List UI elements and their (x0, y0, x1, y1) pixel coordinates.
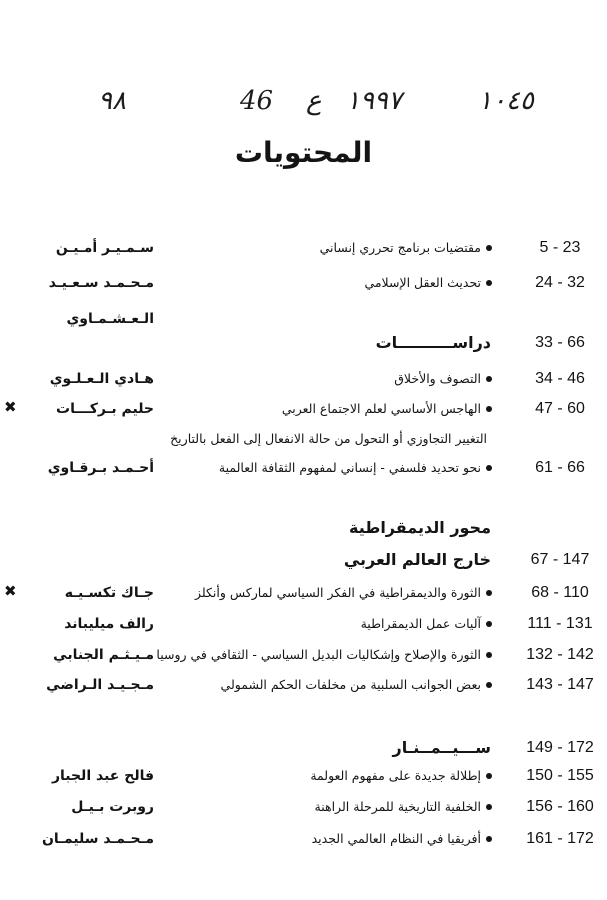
page-range: 156 - 160 (526, 798, 594, 815)
entry-title: الثورة والإصلاح وإشكاليات البديل السياسي - الثقافي في روسيا (156, 647, 481, 662)
section-title: محور الديمقراطية (349, 518, 491, 537)
page-range: 68 - 110 (531, 584, 589, 601)
author-name: فالح عبد الجبار (51, 768, 154, 784)
section-heading (0, 545, 607, 575)
entry-title: أفريقيا في النظام العالمي الجديد (311, 831, 481, 846)
author-name: حليم بـركـــات (56, 401, 154, 417)
toc-row (0, 268, 607, 298)
bullet-icon (486, 406, 492, 412)
toc-row (0, 824, 607, 854)
bullet-icon (486, 836, 492, 842)
author-name: أحـمـد بـرقـاوي (47, 460, 154, 476)
bullet-icon (486, 245, 492, 251)
bullet-icon (486, 590, 492, 596)
entry-title: تحديث العقل الإسلامي (364, 275, 481, 290)
entry-title: آليات عمل الديمقراطية (360, 616, 481, 631)
entry-title: الخلفية التاريخية للمرحلة الراهنة (314, 799, 481, 814)
author-name: جـاك تكسـيـه (64, 585, 154, 601)
toc-row (0, 453, 607, 483)
entry-title: إطلالة جديدة على مفهوم العولمة (310, 768, 481, 783)
toc-row (0, 640, 607, 670)
page-range: 33 - 66 (535, 334, 585, 351)
toc-row (0, 233, 607, 263)
bullet-icon (486, 773, 492, 779)
toc-row (0, 609, 607, 639)
bullet-icon (486, 621, 492, 627)
page-title: المحتويات (234, 136, 373, 169)
section-heading (0, 513, 607, 543)
author-name: مـجـيـد الـراضي (46, 677, 154, 693)
page-range: 47 - 60 (535, 400, 585, 417)
page-range: 143 - 147 (526, 676, 594, 693)
handwritten-number-1045: ١٠٤٥ (478, 86, 534, 116)
bullet-icon (486, 682, 492, 688)
handwritten-number-98: ٩٨ (98, 86, 126, 116)
bullet-icon (486, 804, 492, 810)
page-range: 24 - 32 (535, 274, 585, 291)
author-name: سـمـيـر أمـيـن (55, 240, 154, 256)
page-range: 161 - 172 (526, 830, 594, 847)
author-name: هـادي الـعـلـوي (49, 371, 154, 387)
author-name: مـيـثـم الجنابي (53, 647, 154, 663)
x-mark-icon: ✖ (4, 398, 17, 416)
entry-title: التصوف والأخلاق (394, 371, 481, 386)
bullet-icon (486, 465, 492, 471)
entry-subtitle: التغيير التجاوزي أو التحول من حالة الانفعال إلى الفعل بالتاريخ (170, 431, 487, 446)
section-title: ســـيــمــنـار (392, 738, 491, 757)
page-range: 111 - 131 (527, 615, 593, 632)
author-name: مـحـمـد سليمـان (41, 831, 154, 847)
handwritten-issue-number: 46 (240, 86, 274, 116)
section-title: خارج العالم العربي (343, 550, 491, 569)
author-name: رالف ميليباند (64, 616, 154, 632)
handwritten-year-1997: ١٩٩٧ (346, 86, 402, 116)
author-name: الـعـشـمـاوي (66, 311, 154, 327)
toc-row (0, 578, 607, 608)
page-range: 34 - 46 (535, 370, 585, 387)
entry-title: الهاجس الأساسي لعلم الاجتماع العربي (281, 401, 481, 416)
x-mark-icon: ✖ (4, 582, 17, 600)
page-range: 5 - 23 (539, 239, 581, 256)
handwritten-issue-letter: ع (306, 86, 322, 116)
toc-row (0, 761, 607, 791)
toc-row (0, 364, 607, 394)
page-range: 150 - 155 (526, 767, 594, 784)
bullet-icon (486, 280, 492, 286)
author-name: مـحـمـد سـعـيـد (48, 275, 154, 291)
author-name: روبرت بـيـل (71, 799, 154, 815)
page-range: 67 - 147 (530, 551, 590, 568)
page-range: 61 - 66 (535, 459, 585, 476)
toc-row (0, 792, 607, 822)
entry-title: بعض الجوانب السلبية من مخلفات الحكم الشمولي (220, 677, 481, 692)
entry-title: نحو تحديد فلسفي - إنساني لمفهوم الثقافة العالمية (218, 460, 481, 475)
bullet-icon (486, 652, 492, 658)
page-range: 132 - 142 (526, 646, 594, 663)
page-range: 149 - 172 (526, 739, 594, 756)
toc-subtitle-row (0, 424, 607, 454)
entry-title: مقتضيات برنامج تحرري إنساني (319, 240, 481, 255)
entry-title: الثورة والديمقراطية في الفكر السياسي لماركس وأنكلز (194, 585, 481, 600)
section-title: دراســــــــــات (375, 333, 491, 352)
section-heading (0, 328, 607, 358)
toc-row (0, 670, 607, 700)
toc-row (0, 394, 607, 424)
section-heading (0, 733, 607, 763)
bullet-icon (486, 376, 492, 382)
